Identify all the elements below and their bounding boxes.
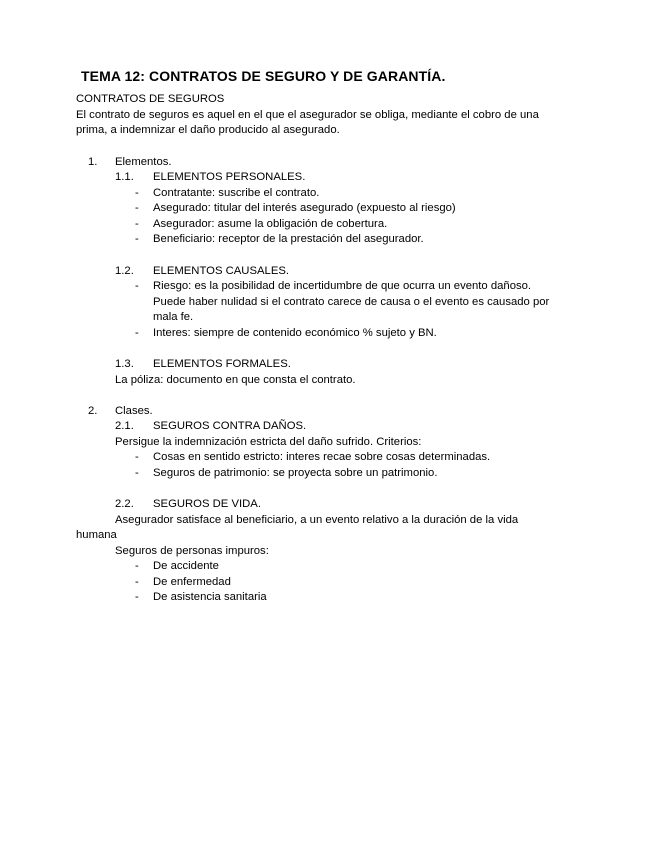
intro-heading: CONTRATOS DE SEGUROS bbox=[76, 93, 225, 105]
list-item-line-1: Riesgo: es la posibilidad de incertidumbre de que ocurra un evento dañoso. bbox=[153, 280, 532, 292]
section-1-label: Elementos. bbox=[115, 156, 172, 168]
list-item: Cosas en sentido estricto: interes recae sobre cosas determinadas. bbox=[153, 451, 491, 463]
bullet-dash: - bbox=[135, 327, 139, 339]
list-item-line-2: Puede haber nulidad si el contrato carece de causa o el evento es causado por bbox=[153, 296, 550, 308]
list-item: Asegurado: titular del interés asegurado (expuesto al riesgo) bbox=[153, 202, 456, 214]
subsection-1-3-text: La póliza: documento en que consta el contrato. bbox=[115, 374, 356, 386]
list-item: De enfermedad bbox=[153, 576, 231, 588]
section-2-label: Clases. bbox=[115, 405, 153, 417]
subsection-1-1-label: ELEMENTOS PERSONALES. bbox=[153, 171, 306, 183]
list-item: Seguros de patrimonio: se proyecta sobre un patrimonio. bbox=[153, 467, 438, 479]
bullet-dash: - bbox=[135, 591, 139, 603]
list-item: Asegurador: asume la obligación de cobertura. bbox=[153, 218, 388, 230]
list-item-line-3: mala fe. bbox=[153, 311, 194, 323]
subsection-2-1-number: 2.1. bbox=[115, 420, 134, 432]
bullet-dash: - bbox=[135, 202, 139, 214]
list-item: Beneficiario: receptor de la prestación del asegurador. bbox=[153, 233, 424, 245]
section-1-number: 1. bbox=[88, 156, 98, 168]
subsection-2-1-label: SEGUROS CONTRA DAÑOS. bbox=[153, 420, 307, 432]
bullet-dash: - bbox=[135, 560, 139, 572]
list-item: De asistencia sanitaria bbox=[153, 591, 267, 603]
subsection-2-2-text-line-2: humana bbox=[76, 529, 117, 541]
subsection-2-1-text: Persigue la indemnización estricta del daño sufrido. Criterios: bbox=[115, 436, 422, 448]
bullet-dash: - bbox=[135, 576, 139, 588]
bullet-dash: - bbox=[135, 280, 139, 292]
bullet-dash: - bbox=[135, 233, 139, 245]
subsection-1-1-number: 1.1. bbox=[115, 171, 134, 183]
list-item: Contratante: suscribe el contrato. bbox=[153, 187, 320, 199]
subsection-1-2-label: ELEMENTOS CAUSALES. bbox=[153, 265, 290, 277]
section-2-number: 2. bbox=[88, 405, 98, 417]
subsection-2-2-number: 2.2. bbox=[115, 498, 134, 510]
subsection-1-3-number: 1.3. bbox=[115, 358, 134, 370]
subsection-2-2-label: SEGUROS DE VIDA. bbox=[153, 498, 261, 510]
subsection-1-3-label: ELEMENTOS FORMALES. bbox=[153, 358, 291, 370]
list-item: De accidente bbox=[153, 560, 219, 572]
bullet-dash: - bbox=[135, 218, 139, 230]
subsection-2-2-text-line-1: Asegurador satisface al beneficiario, a un evento relativo a la duración de la vida bbox=[115, 514, 519, 526]
document-title: TEMA 12: CONTRATOS DE SEGURO Y DE GARANTÍA. bbox=[81, 68, 446, 84]
intro-text-line-1: El contrato de seguros es aquel en el que el asegurador se obliga, mediante el cobro de una bbox=[76, 109, 539, 121]
intro-text-line-2: prima, a indemnizar el daño producido al asegurado. bbox=[76, 124, 340, 136]
subsection-2-2-subheading: Seguros de personas impuros: bbox=[115, 545, 269, 557]
bullet-dash: - bbox=[135, 187, 139, 199]
bullet-dash: - bbox=[135, 451, 139, 463]
subsection-1-2-number: 1.2. bbox=[115, 265, 134, 277]
list-item: Interes: siempre de contenido económico % sujeto y BN. bbox=[153, 327, 437, 339]
bullet-dash: - bbox=[135, 467, 139, 479]
